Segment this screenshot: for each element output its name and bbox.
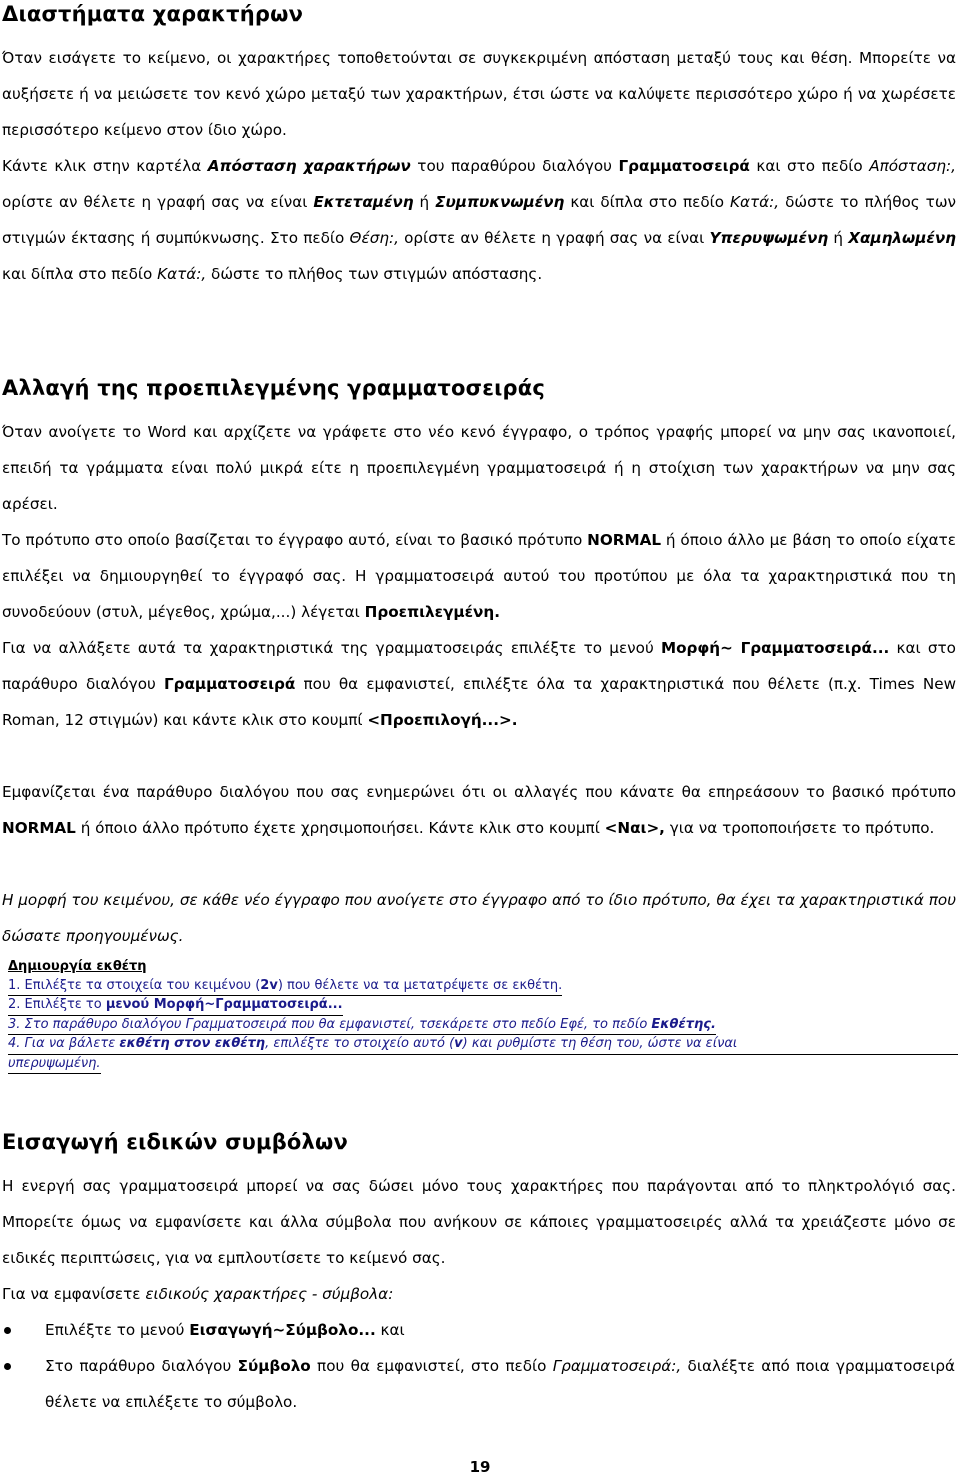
exercise-title-row <box>8 958 958 977</box>
paragraph: Εμφανίζεται ένα παράθυρο διαλόγου που σας ενημερώνει ότι οι αλλαγές που κάνατε θα επηρεάσουν το βασικό πρότυπο NORMAL ή όποιο άλλο πρότυπο έχετε χρησιμοποιήσει. Κάντε κλικ στο κουμπί <Ναι>, για να τροποποιήσετε το πρότυπο. <box>2 783 956 837</box>
page-number: 19 <box>469 1458 491 1476</box>
exercise-step: 4. Για να βάλετε εκθέτη στον εκθέτη, επιλέξτε το στοιχείο αυτό (v) και ρυθμίστε τη θέση του, ώστε να είναι <box>8 1035 958 1055</box>
paragraph: Το πρότυπο στο οποίο βασίζεται το έγγραφο αυτό, είναι το βασικό πρότυπο NORMAL ή όποιο άλλο με βάση το οποίο είχατε επιλέξει να δημιουργηθεί το έγγραφό σας. Η γραμματοσειρά αυτού του προτύπου με όλα τα χαρακτηριστικά που τη συνοδεύουν (στυλ, μέγεθος, χρώμα,...) λέγεται Προεπιλεγμένη. <box>2 531 957 621</box>
bullet-dot-icon <box>4 1327 11 1334</box>
paragraph-italic-note: Η μορφή του κειμένου, σε κάθε νέο έγγραφο που ανοίγετε στο έγγραφο από το ίδιο πρότυπο, θα έχει τα χαρακτηριστικά που δώσατε προηγουμένως. <box>2 891 956 945</box>
section-title-symbols: Εισαγωγή ειδικών συμβόλων <box>2 1130 348 1154</box>
exercise-step: 3. Στο παράθυρο διαλόγου Γραμματοσειρά που θα εμφανιστεί, τσεκάρετε στο πεδίο Εφέ, το πεδίο Εκθέτης. <box>8 1016 958 1036</box>
bullet-dot-icon <box>4 1363 11 1370</box>
paragraph: Η ενεργή σας γραμματοσειρά μπορεί να σας δώσει μόνο τους χαρακτήρες που παράγονται από το πληκτρολόγιό σας. Μπορείτε όμως να εμφανίσετε και άλλα σύμβολα που ανήκουν σε κάποιες γραμματοσειρές αλλά τα χρειάζεστε μόνο σε ειδικές περιπτώσεις, για να εμπλουτίσετε το κείμενό σας. <box>2 1177 956 1267</box>
exercise-step: 1. Επιλέξτε τα στοιχεία του κειμένου (2v) που θέλετε να τα μετατρέψετε σε εκθέτη. <box>8 977 958 997</box>
paragraph: Όταν ανοίγετε το Word και αρχίζετε να γράφετε στο νέο κενό έγγραφο, ο τρόπος γραφής μπορεί να μην σας ικανοποιεί, επειδή τα γράμματα είναι πολύ μικρά είτε η προεπιλεγμένη γραμματοσειρά ή η στοίχιση των χαρακτήρων να μην σας αρέσει. <box>2 423 956 513</box>
exercise-title: Δημιουργία εκθέτη <box>8 959 147 974</box>
exercise-box <box>8 958 958 1074</box>
paragraph: Για να αλλάξετε αυτά τα χαρακτηριστικά της γραμματοσειράς επιλέξτε το μενού Μορφή~ Γραμματοσειρά... και στο παράθυρο διαλόγου Γραμματοσειρά που θα εμφανιστεί, επιλέξτε όλα τα χαρακτηριστικά που θέλετε (π.χ. Times New Roman, 12 στιγμών) και κάντε κλικ στο κουμπί <Προεπιλογή...>. <box>2 639 957 729</box>
section-title-spacing: Διαστήματα χαρακτήρων <box>2 2 304 26</box>
paragraph: Κάντε κλικ στην καρτέλα Απόσταση χαρακτήρων του παραθύρου διαλόγου Γραμματοσειρά και στο πεδίο Απόσταση:, ορίστε αν θέλετε η γραφή σας να είναι Εκτεταμένη ή Συμπυκνωμένη και δίπλα στο πεδίο Κατά:, δώστε το πλήθος των στιγμών έκτασης ή συμπύκνωσης. Στο πεδίο Θέση:, ορίστε αν θέλετε η γραφή σας να είναι Υπερυψωμένη ή Χαμηλωμένη και δίπλα στο πεδίο Κατά:, δώστε το πλήθος των στιγμών απόστασης. <box>2 157 957 283</box>
paragraph: Όταν εισάγετε το κείμενο, οι χαρακτήρες τοποθετούνται σε συγκεκριμένη απόσταση μεταξύ τους και θέση. Μπορείτε να αυξήσετε ή να μειώσετε τον κενό χώρο μεταξύ των χαρακτήρων, έτσι ώστε να καλύψετε περισσότερο χώρο ή να χωρέσετε περισσότερο κείμενο στον ίδιο χώρο. <box>2 49 956 139</box>
paragraph: Για να εμφανίσετε ειδικούς χαρακτήρες - σύμβολα: <box>2 1285 394 1303</box>
exercise-step: 2. Επιλέξτε το μενού Μορφή~Γραμματοσειρά... <box>8 996 958 1016</box>
section-title-default-font: Αλλαγή της προεπιλεγμένης γραμματοσειράς <box>2 376 545 400</box>
document-page: Διαστήματα χαρακτήρων Όταν εισάγετε το κείμενο, οι χαρακτήρες τοποθετούνται σε συγκεκριμένη απόσταση μεταξύ τους και θέση. Μπορείτε να αυξήσετε ή να μειώσετε τον κενό χώρο μεταξύ των χαρακτήρων, έτσι ώστε να καλύψετε περισσότερο χώρο ή να χωρέσετε περισσότερο κείμενο στον ίδιο χώρο. Κάντε κλικ στην καρτέλα Απόσταση χαρακτήρων του παραθύρου διαλόγου Γραμματοσειρά και στο πεδίο Απόσταση:, ορίστε αν θέλετε η γραφή σας να είναι Εκτεταμένη ή Συμπυκνωμένη και δίπλα στο πεδίο Κατά:, δώστε το πλήθος των στιγμών έκτασης ή συμπύκνωσης. Στο πεδίο Θέση:, ορίστε αν θέλετε η γραφή σας να είναι Υπερυψωμένη ή Χαμηλωμένη και δίπλα στο πεδίο Κατά:, δώστε το πλήθος των στιγμών απόστασης. Αλλαγή της προεπιλεγμένης γραμματοσειράς Όταν ανοίγετε το Word και αρχίζετε να γράφετε στο νέο κενό έγγραφο, ο τρόπος γραφής μπορεί να μην σας ικανοποιεί, επειδή τα γράμματα είναι πολύ μικρά είτε η προεπιλεγμένη γραμματοσειρά ή η στοίχιση των χαρακτήρων να μην σας αρέσει. Το πρότυπο στο οποίο βασίζεται το έγγραφο αυτό, είναι το βασικό πρότυπο NORMAL ή όποιο άλλο με βάση το οποίο είχατε επιλέξει να δημιουργηθεί το έγγραφό σας. Η γραμματοσειρά αυτού του προτύπου με όλα τα χαρακτηριστικά που τη συνοδεύουν (στυλ, μέγεθος, χρώμα,...) λέγεται Προεπιλεγμένη. Για να αλλάξετε αυτά τα χαρακτηριστικά της γραμματοσειράς επιλέξτε το μενού Μορφή~ Γραμματοσειρά... και στο παράθυρο διαλόγου Γραμματοσειρά που θα εμφανιστεί, επιλέξτε όλα τα χαρακτηριστικά που θέλετε (π.χ. Times New Roman, 12 στιγμών) και κάντε κλικ στο κουμπί <Προεπιλογή...>. Εμφανίζεται ένα παράθυρο διαλόγου που σας ενημερώνει ότι οι αλλαγές που κάνατε θα επηρεάσουν το βασικό πρότυπο NORMAL ή όποιο άλλο πρότυπο έχετε χρησιμοποιήσει. Κάντε κλικ στο κουμπί <Ναι>, για να τροποποιήσετε το πρότυπο. Η μορφή του κειμένου, σε κάθε νέο έγγραφο που ανοίγετε στο έγγραφο από το ίδιο πρότυπο, θα έχει τα χαρακτηριστικά που δώσατε προηγουμένως. Δημιουργία εκθέτη 1. Επιλέξτε τα στοιχεία του κειμένου (2v) που θέλετε να τα μετατρέψετε σε εκθέτη. 2. Επιλέξτε το μενού Μορφή~Γραμματοσειρά... 3. Στο παράθυρο διαλόγου Γραμματοσειρά που θα εμφανιστεί, τσεκάρετε στο πεδίο Εφέ, το πεδίο Εκθέτης. 4. Για να βάλετε εκθέτη στον εκθέτη, επιλέξτε το στοιχείο αυτό (v) και ρυθμίστε τη θέση του, ώστε να είναι υπερυψωμένη. Εισαγωγή ειδικών συμβόλων Η ενεργή σας γραμματοσειρά μπορεί να σας δώσει μόνο τους χαρακτήρες που παράγονται από το πληκτρολόγιό σας. Μπορείτε όμως να εμφανίσετε και άλλα σύμβολα που ανήκουν σε κάποιες γραμματοσειρές αλλά τα χρειάζεστε μόνο σε ειδικές περιπτώσεις, για να εμπλουτίσετε το κείμενό σας. Για να εμφανίσετε ειδικούς χαρακτήρες - σύμβολα: Επιλέξτε το μενού Εισαγωγή~Σύμβολο... και Στο παράθυρο διαλόγου Σύμβολο που θα εμφανιστεί, στο πεδίο Γραμματοσειρά:, διαλέξτε από ποια γραμματοσειρά θέλετε να επιλέξετε το σύμβολο. 19 <box>0 0 960 1476</box>
exercise-step-continuation: υπερυψωμένη. <box>8 1055 958 1075</box>
